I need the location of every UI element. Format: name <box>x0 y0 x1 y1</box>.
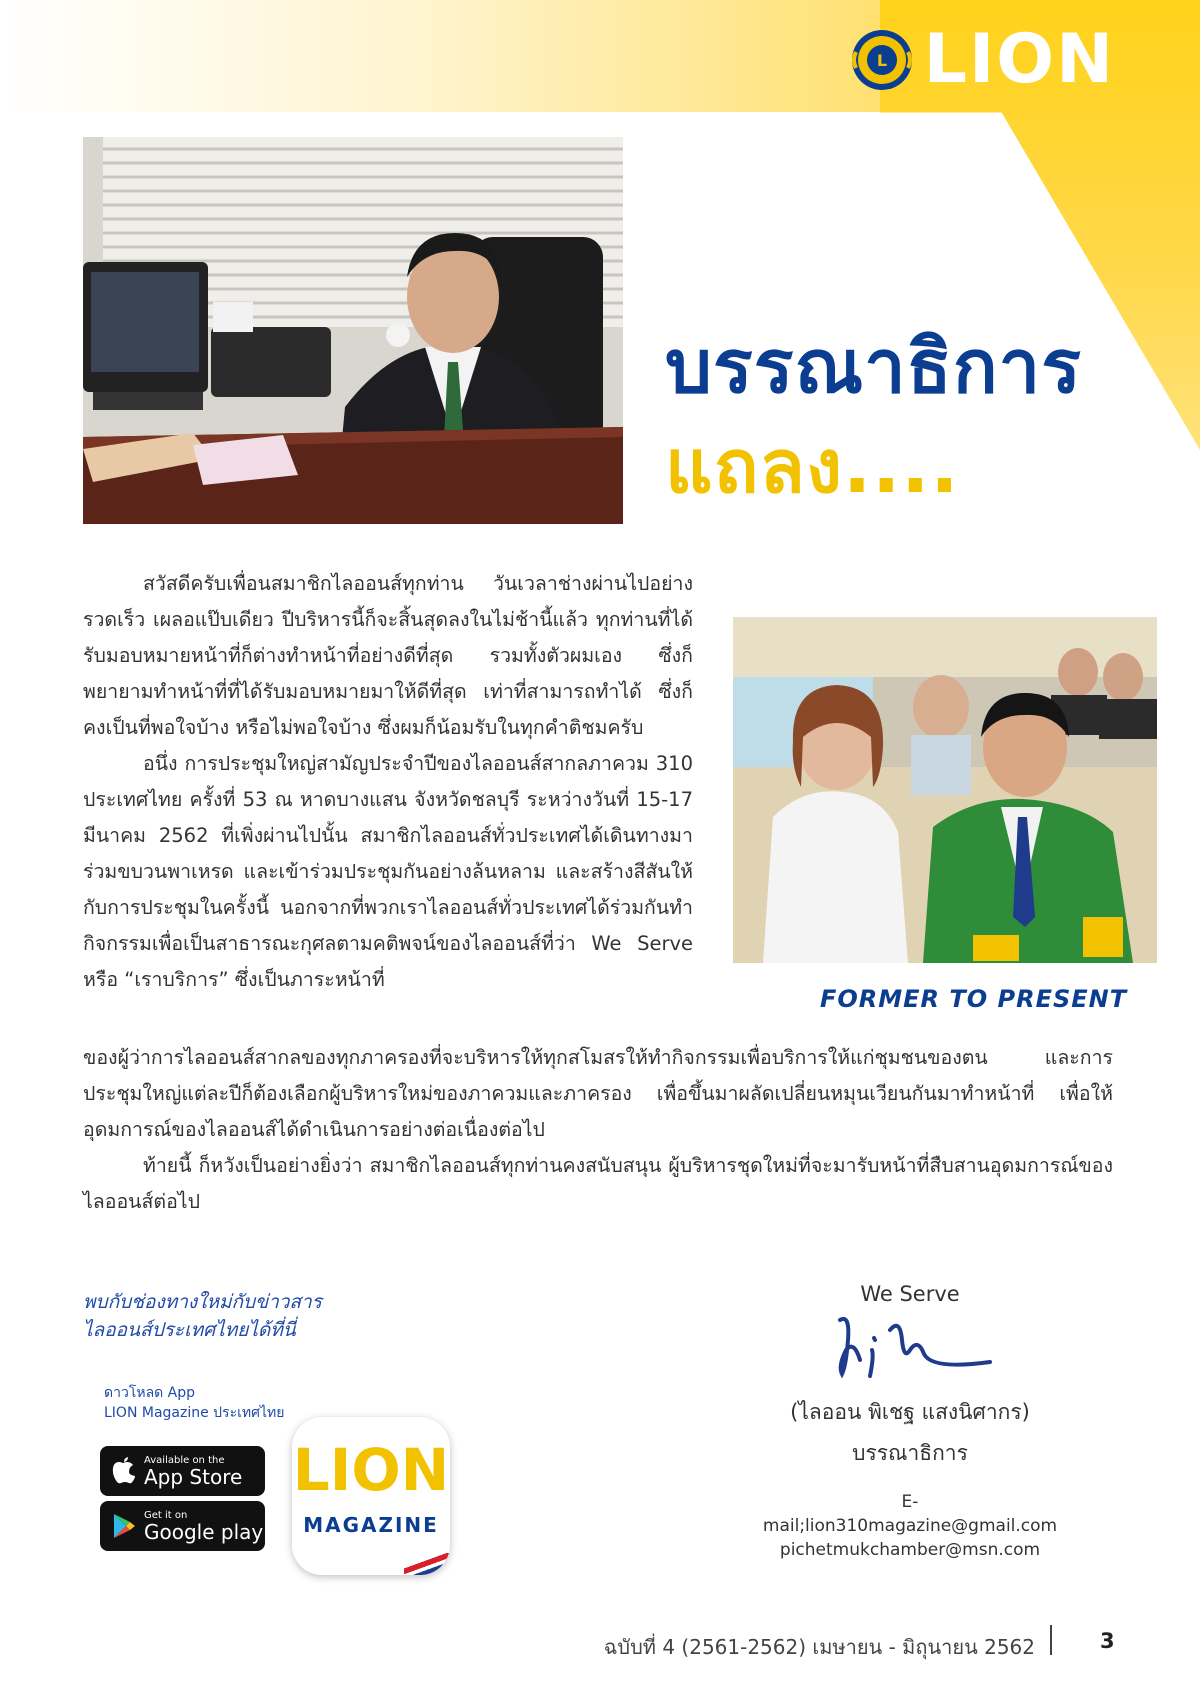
app-store-big-text: App Store <box>144 1464 243 1489</box>
brand-logo <box>850 20 1115 99</box>
thai-flag-icon <box>404 1553 450 1575</box>
article-paragraph: ของผู้ว่าการไลออนส์สากลของทุกภาครองที่จะบริหารให้ทุกสโมสรให้ทำกิจกรรมเพื่อบริการให้แก่ชุมชนของตน และการประชุมใหญ่แต่ละปีก็ต้องเลือกผู้บริหารใหม่ของภาควมและภาครอง เพื่อขึ้นมาผลัดเปลี่ยนหมุนเวียนกันมาทำหน้าที่ เพื่อให้อุดมการณ์ของไลออนส์ได้ดำเนินการอย่างต่อเนื่องต่อไป <box>83 1046 1113 1141</box>
page-number: 3 <box>1100 1629 1115 1653</box>
promo-heading <box>83 1288 322 1344</box>
handwritten-signature <box>820 1310 1000 1386</box>
google-play-icon <box>112 1513 136 1539</box>
app-icon-title: LION <box>292 1436 450 1504</box>
photo-caption: FORMER TO PRESENT <box>820 985 1128 1013</box>
download-label-line2: LION Magazine ประเทศไทย <box>104 1405 285 1421</box>
lion-magazine-app-icon[interactable] <box>292 1417 450 1575</box>
svg-text:L: L <box>876 51 887 70</box>
lions-emblem-icon <box>850 28 914 92</box>
google-play-big-text: Google play <box>144 1519 264 1544</box>
apple-icon <box>112 1457 136 1485</box>
issue-info: ฉบับที่ 4 (2561-2562) เมษายน - มิถุนายน 2562 <box>603 1635 1035 1659</box>
email-line-2: pichetmukchamber@msn.com <box>779 1540 1041 1560</box>
contact-emails <box>760 1490 1060 1562</box>
google-play-small-text: Get it on <box>144 1509 188 1521</box>
article-wide-text <box>83 1040 1113 1220</box>
article-paragraph: อนึ่ง การประชุมใหญ่สามัญประจำปีของไลออนส์สากลภาควม 310 ประเทศไทย ครั้งที่ 53 ณ หาดบางแสน จังหวัดชลบุรี ระหว่างวันที่ 15-17 มีนาคม 2562 ที่เพิ่งผ่านไปนั้น สมาชิกไลออนส์ทั่วประเทศได้เดินทางมาร่วมขบวนพาเหรด และเข้าร่วมประชุมกันอย่างล้นหลาม และสร้างสีสันให้กับการประชุมในครั้งนี้ นอกจากที่พวกเราไลออนส์ทั่วประเทศได้ร่วมกันทำกิจกรรมเพื่อเป็นสาธารณะกุศลตามคติพจน์ของไลออนส์ที่ว่า We Serve หรือ “เราบริการ” ซึ่งเป็นภาระหน้าที่ <box>83 752 693 991</box>
article-paragraph: ท้ายนี้ ก็หวังเป็นอย่างยิ่งว่า สมาชิกไลออนส์ทุกท่านคงสนับสนุน ผู้บริหารชุดใหม่ที่จะมารับหน้าที่สืบสานอุดมการณ์ของไลออนส์ต่อไป <box>83 1154 1113 1213</box>
app-store-badge[interactable] <box>100 1446 265 1496</box>
download-label <box>104 1383 284 1423</box>
page-title-line1: บรรณาธิการ <box>665 324 1082 410</box>
app-store-small-text: Available on the <box>144 1454 225 1466</box>
promo-heading-line1: พบกับช่องทางใหม่กับข่าวสาร <box>83 1291 322 1313</box>
signatory-role: บรรณาธิการ <box>852 1441 968 1465</box>
photo-group <box>733 617 1157 963</box>
article-paragraph: สวัสดีครับเพื่อนสมาชิกไลออนส์ทุกท่าน วันเวลาช่างผ่านไปอย่างรวดเร็ว เผลอแป๊บเดียว ปีบริหารนี้ก็จะสิ้นสุดลงในไม่ช้านี้แล้ว ทุกท่านที่ได้รับมอบหมายหน้าที่ก็ต่างทำหน้าที่อย่างดีที่สุด รวมทั้งตัวผมเอง ซึ่งก็พยายามทำหน้าที่ที่ได้รับมอบหมายมาให้ดีที่สุด เท่าที่สามารถทำได้ ซึ่งก็คงเป็นที่พอใจบ้าง หรือไม่พอใจบ้าง ซึ่งผมก็น้อมรับในทุกคำติชมครับ <box>83 572 693 739</box>
page-title-line2: แถลง.... <box>665 424 960 510</box>
photo-editor-office <box>83 137 623 524</box>
email-line-1: E-mail;lion310magazine@gmail.com <box>762 1492 1058 1536</box>
promo-heading-line2: ไลออนส์ประเทศไทยได้ที่นี่ <box>83 1319 296 1341</box>
app-icon-subtitle: MAGAZINE <box>303 1513 439 1537</box>
motto: We Serve <box>860 1282 960 1306</box>
signatory-name: (ไลออน พิเชฐ แสงนิศากร) <box>790 1400 1030 1424</box>
footer-divider <box>1050 1625 1052 1655</box>
download-label-line1: ดาวโหลด App <box>104 1385 196 1401</box>
article-column-text <box>83 566 693 998</box>
brand-word: LION <box>923 20 1115 99</box>
signature-block <box>760 1282 1060 1562</box>
google-play-badge[interactable] <box>100 1501 265 1551</box>
